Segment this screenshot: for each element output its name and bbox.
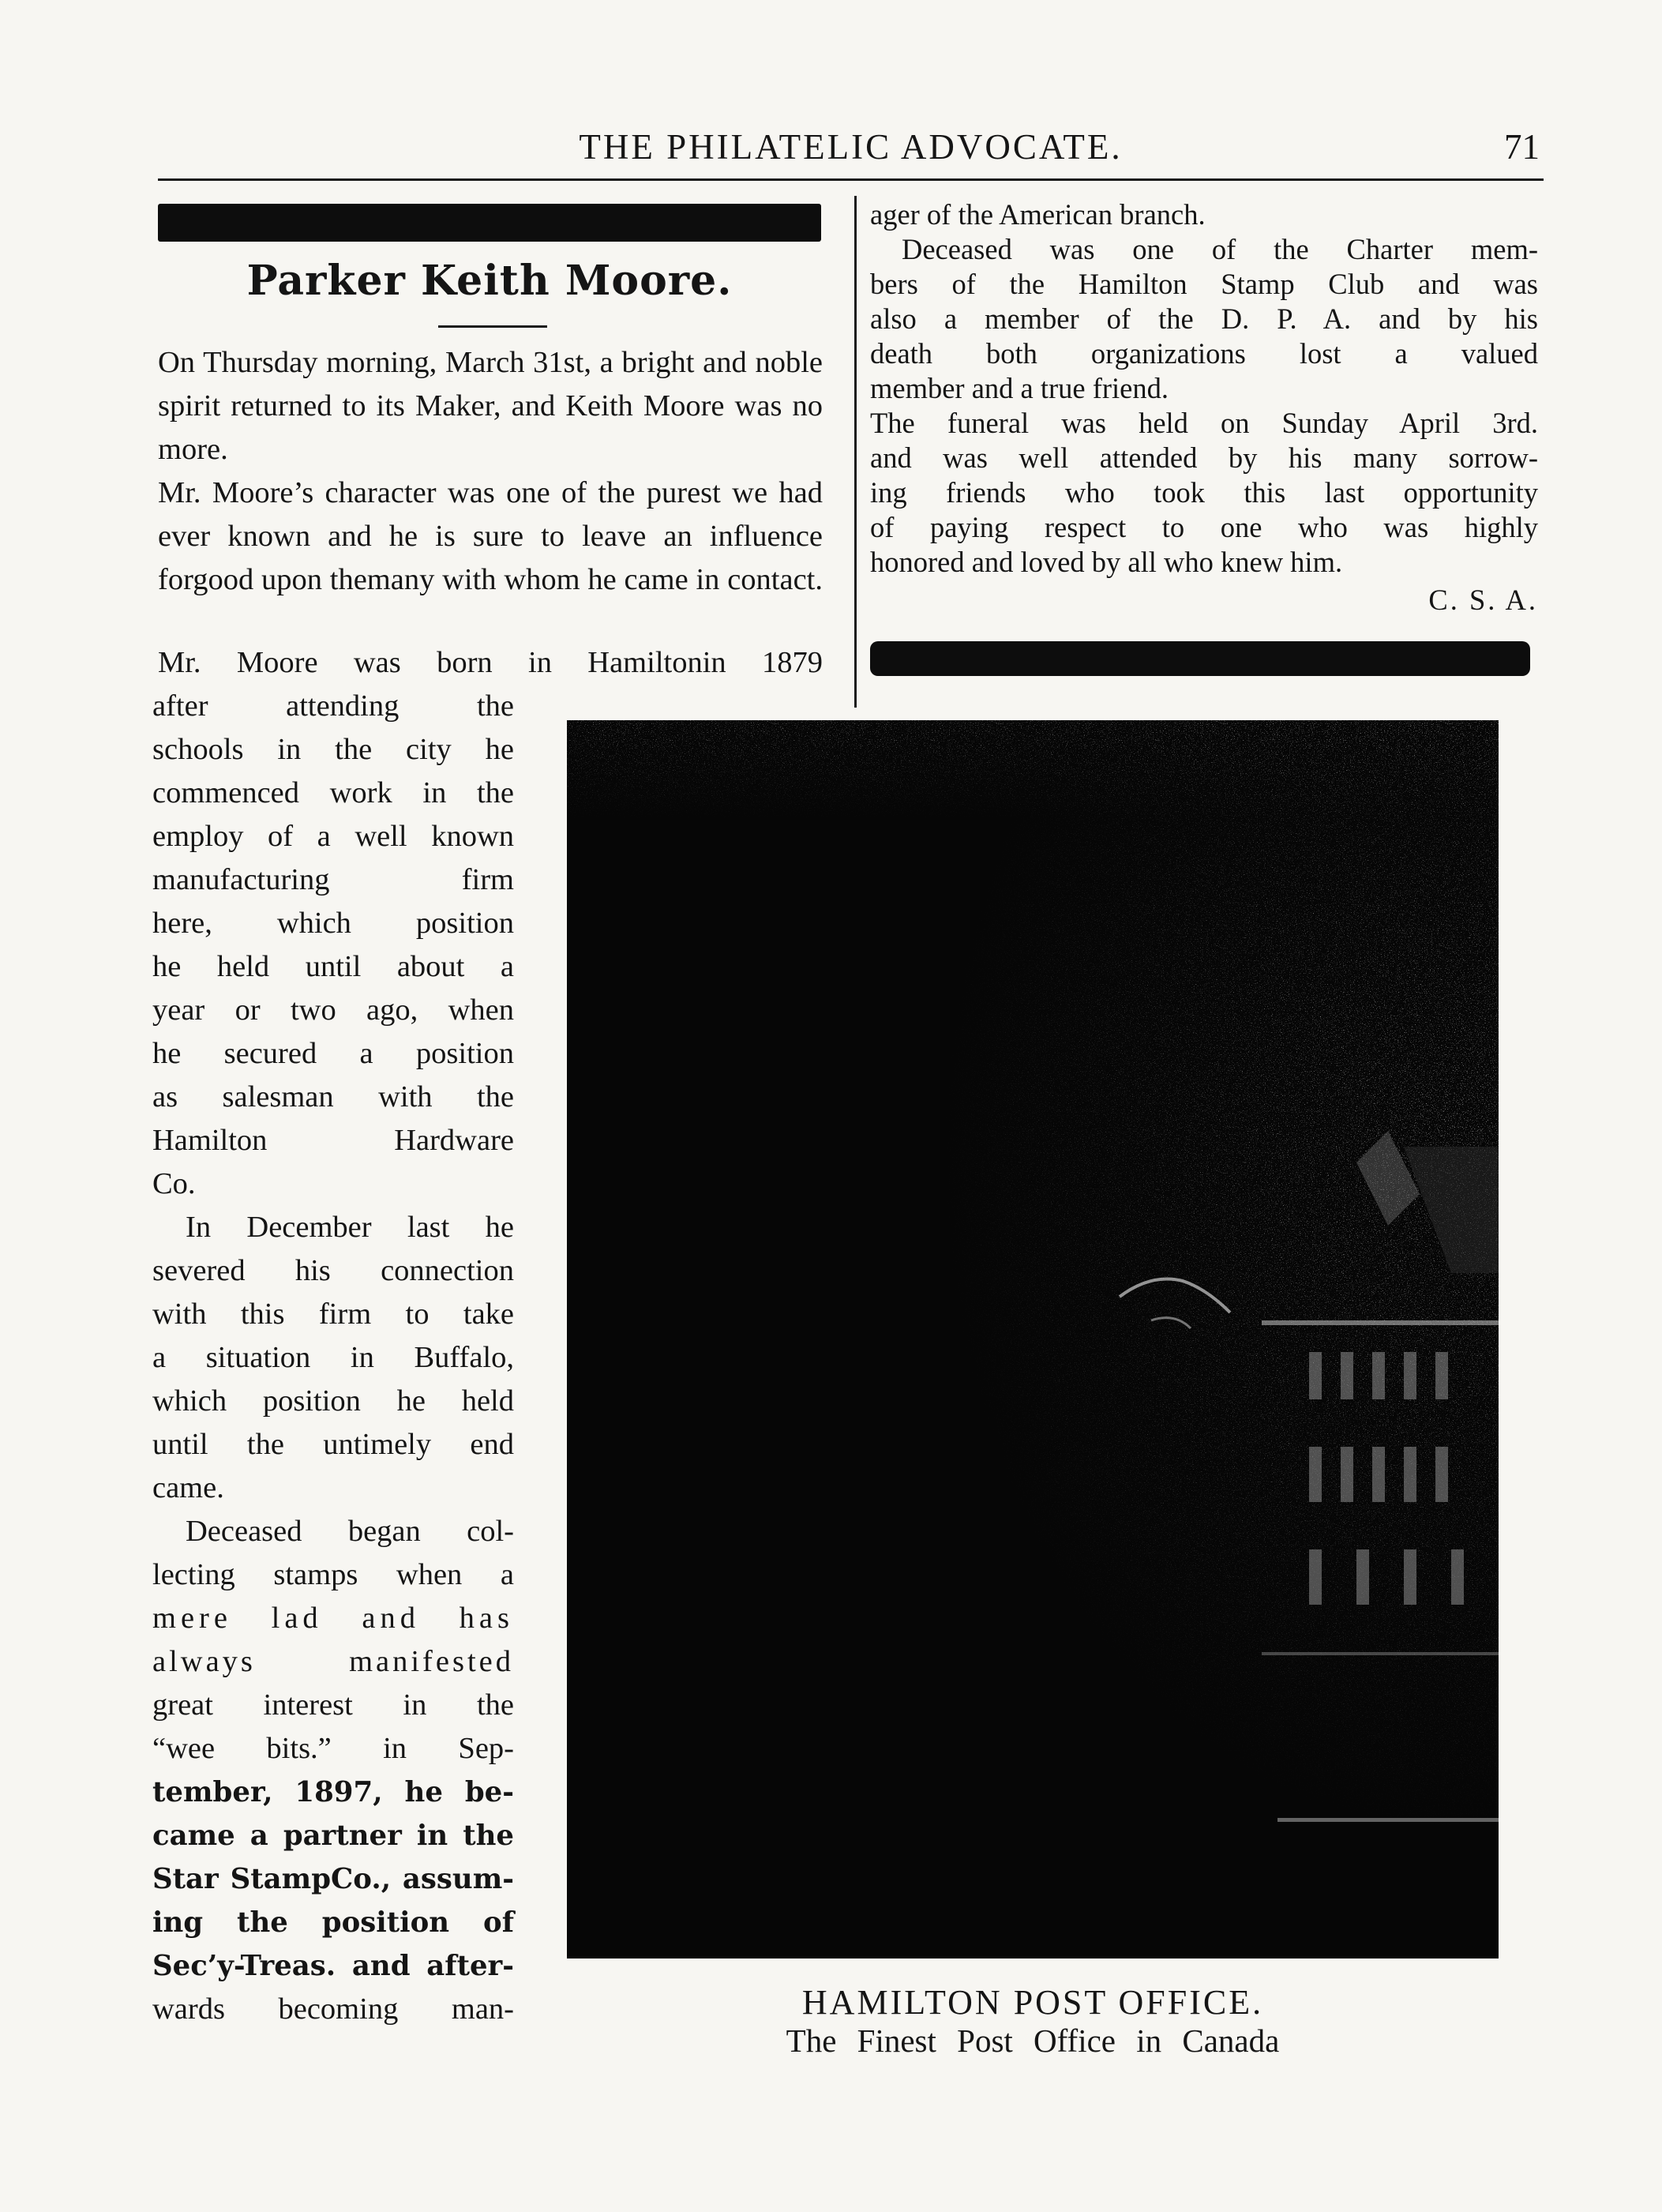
photo-halftone bbox=[567, 720, 1499, 1959]
text-line: with this firm to take bbox=[152, 1298, 514, 1331]
text-line: he secured a position bbox=[152, 1037, 514, 1070]
text-line: great interest in the bbox=[152, 1688, 514, 1722]
text-line: bers of the Hamilton Stamp Club and was bbox=[870, 268, 1538, 300]
text-line: The funeral was held on Sunday April 3rd. bbox=[870, 407, 1538, 439]
text-line: which position he held bbox=[152, 1384, 514, 1418]
text-line: tember, 1897, he be- bbox=[152, 1776, 514, 1808]
paragraph-3-lead: Mr. Moore was born in Hamiltonin 1879 bbox=[158, 646, 823, 679]
narrow-column bbox=[152, 685, 514, 2031]
text-line: In December last he bbox=[186, 1211, 514, 1244]
title-rule bbox=[438, 325, 547, 328]
text-line: here, which position bbox=[152, 907, 514, 940]
text-line: mere lad and has bbox=[152, 1602, 514, 1635]
text-line: of paying respect to one who was highly bbox=[870, 511, 1538, 543]
text-line: ager of the American branch. bbox=[870, 198, 1206, 231]
text-line: severed his connection bbox=[152, 1254, 514, 1287]
text-line: he held until about a bbox=[152, 950, 514, 983]
text-line: also a member of the D. P. A. and by his bbox=[870, 302, 1538, 335]
running-head bbox=[162, 126, 1540, 174]
text-line: manufacturing firm bbox=[152, 863, 514, 896]
text-line: Star StampCo., assum- bbox=[152, 1863, 514, 1895]
right-column bbox=[870, 197, 1538, 580]
photo-caption-title: HAMILTON POST OFFICE. bbox=[801, 1983, 1264, 2022]
text-line: until the untimely end bbox=[152, 1428, 514, 1461]
text-line: and was well attended by his many sorrow- bbox=[870, 441, 1538, 474]
text-line: lecting stamps when a bbox=[152, 1558, 514, 1591]
text-line: member and a true friend. bbox=[870, 372, 1169, 404]
paragraph-2: Mr. Moore’s character was one of the purest we had ever known and he is sure to leave an influence forgood upon themany with whom he came in contact. bbox=[158, 476, 823, 596]
text-line: a situation in Buffalo, bbox=[152, 1341, 514, 1374]
header-rule bbox=[158, 178, 1544, 181]
text-line: wards becoming man- bbox=[152, 1992, 514, 2026]
article-title: Parker Keith Moore. bbox=[246, 257, 733, 305]
text-line: Deceased began col- bbox=[186, 1515, 514, 1548]
text-line: Hamilton Hardware bbox=[152, 1124, 514, 1157]
text-line: Deceased was one of the Charter mem- bbox=[902, 233, 1538, 265]
text-line: Co. bbox=[152, 1167, 196, 1200]
text-line: honored and loved by all who knew him. bbox=[870, 546, 1343, 578]
text-line: employ of a well known bbox=[152, 820, 514, 853]
text-line: ing the position of bbox=[152, 1906, 514, 1939]
text-line: came. bbox=[152, 1471, 224, 1504]
paragraph-1: On Thursday morning, March 31st, a bright and noble spirit returned to its Maker, and Keith Moore was no more. bbox=[158, 346, 823, 466]
page-number: 71 bbox=[1504, 127, 1540, 167]
text-line: year or two ago, when bbox=[152, 993, 514, 1027]
photo-caption-subtitle: The Finest Post Office in Canada bbox=[786, 2022, 1280, 2059]
text-line: ing friends who took this last opportunity bbox=[870, 476, 1538, 509]
text-line: after attending the bbox=[152, 689, 514, 723]
text-line: “wee bits.” in Sep- bbox=[152, 1732, 514, 1765]
text-line: came a partner in the bbox=[152, 1820, 514, 1852]
text-line: schools in the city he bbox=[152, 733, 514, 766]
text-line: commenced work in the bbox=[152, 776, 514, 809]
author-signature: C. S. A. bbox=[1428, 584, 1538, 616]
text-line: Sec’y-Treas. and after- bbox=[152, 1950, 514, 1982]
text-line: always manifested bbox=[152, 1645, 514, 1678]
section-bar-left bbox=[158, 204, 821, 242]
column-rule bbox=[854, 196, 857, 708]
post-office-photo bbox=[567, 720, 1499, 1959]
publication-title: THE PHILATELIC ADVOCATE. bbox=[579, 127, 1123, 167]
section-bar-right bbox=[870, 641, 1530, 676]
text-line: death both organizations lost a valued bbox=[870, 337, 1538, 370]
text-line: as salesman with the bbox=[152, 1080, 514, 1114]
